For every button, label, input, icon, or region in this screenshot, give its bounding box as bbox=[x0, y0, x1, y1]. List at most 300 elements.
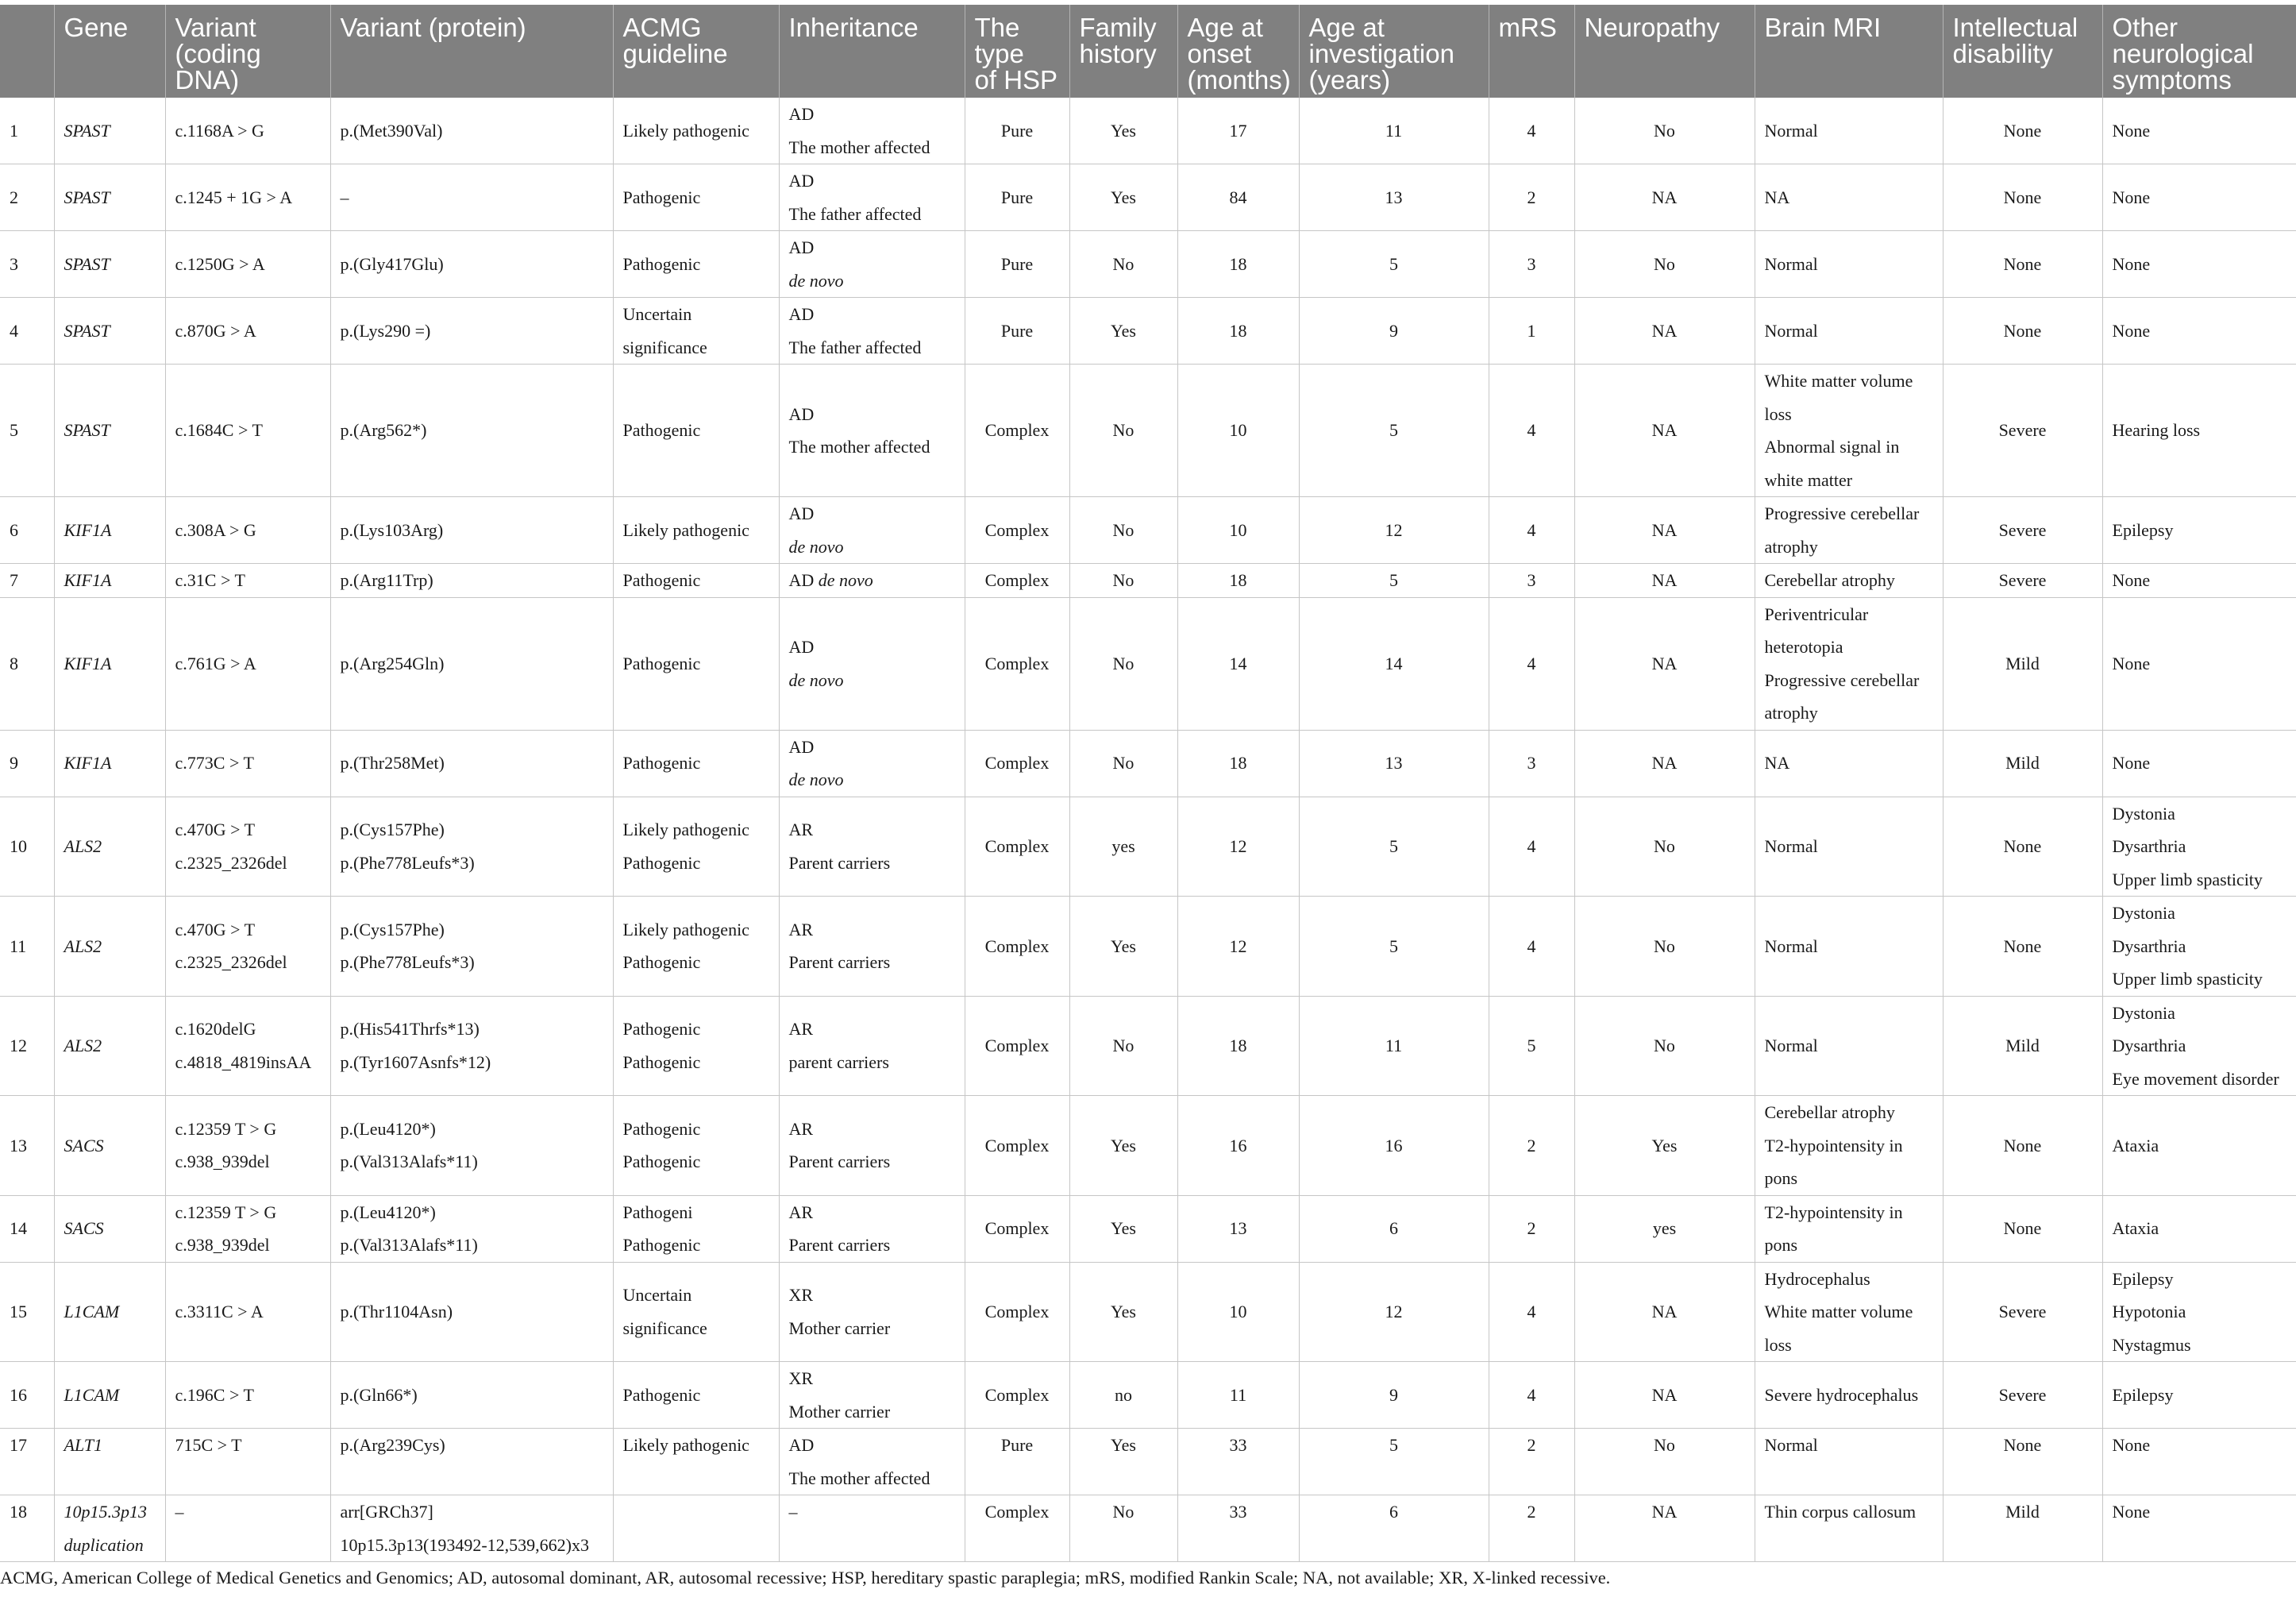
cell-cdna bbox=[165, 164, 330, 231]
cell-neuropathy: No bbox=[1574, 996, 1755, 1096]
cell-cdna bbox=[165, 298, 330, 365]
cell-line: Epilepsy bbox=[2112, 1268, 2174, 1289]
column-header-text: guideline bbox=[622, 39, 728, 68]
cell-line: SPAST bbox=[64, 120, 110, 141]
cell-line: p.(Cys157Phe) bbox=[340, 919, 445, 939]
cell-line: Epilepsy bbox=[2112, 519, 2174, 540]
cell-family: No bbox=[1069, 1495, 1177, 1562]
cell-line: Pathogenic bbox=[622, 1152, 701, 1172]
cell-line: c.938_939del bbox=[175, 1152, 270, 1172]
cell-line: p.(Arg562*) bbox=[340, 420, 427, 441]
table-row bbox=[0, 497, 2296, 564]
cell-neuropathy: NA bbox=[1574, 1262, 1755, 1362]
table-footnote: ACMG, American College of Medical Genetics and Genomics; AD, autosomal dominant, AR, autosomal recessive; HSP, hereditary spastic paraplegia; mRS, modified Rankin Scale; NA, not available; XR, X-linked recessive. bbox=[0, 1568, 1611, 1587]
cell-onset: 12 bbox=[1177, 897, 1299, 997]
cell-line: AD bbox=[788, 304, 815, 324]
cell-family: No bbox=[1069, 497, 1177, 564]
cell-mri bbox=[1755, 497, 1943, 564]
cell-line: Normal bbox=[1764, 1036, 1818, 1055]
cell-intellectual: None bbox=[1943, 98, 2102, 164]
cell-line: Likely pathogenic bbox=[622, 120, 749, 141]
cell-line: significance bbox=[622, 337, 707, 357]
cell-other bbox=[2102, 231, 2296, 298]
cell-line: Parent carriers bbox=[788, 852, 891, 873]
cell-protein bbox=[330, 231, 613, 298]
cell-protein bbox=[330, 597, 613, 730]
cell-type: Pure bbox=[965, 1429, 1069, 1495]
cell-line: de novo bbox=[788, 770, 844, 789]
cell-line: SACS bbox=[64, 1135, 104, 1155]
cell-mri bbox=[1755, 164, 1943, 231]
cell-neuropathy: No bbox=[1574, 98, 1755, 164]
cell-gene bbox=[54, 1096, 165, 1196]
cell-gene bbox=[54, 164, 165, 231]
cell-line: KIF1A bbox=[64, 519, 112, 540]
cell-line: c.3311C > A bbox=[175, 1302, 264, 1321]
cell-line: Upper limb spasticity bbox=[2112, 969, 2263, 989]
cell-type: Complex bbox=[965, 996, 1069, 1096]
cell-line: p.(Phe778Leufs*3) bbox=[340, 952, 475, 973]
cell-no: 6 bbox=[0, 497, 54, 564]
cell-line: de novo bbox=[788, 536, 844, 557]
cell-investigation: 5 bbox=[1299, 365, 1489, 497]
cell-inheritance bbox=[779, 1262, 965, 1362]
cell-intellectual: Severe bbox=[1943, 497, 2102, 564]
cell-line: SACS bbox=[64, 1218, 104, 1239]
cell-investigation: 5 bbox=[1299, 564, 1489, 598]
cell-cdna bbox=[165, 365, 330, 497]
cell-acmg bbox=[613, 1362, 779, 1429]
cell-type: Pure bbox=[965, 98, 1069, 164]
cell-other bbox=[2102, 797, 2296, 897]
cell-no: 8 bbox=[0, 597, 54, 730]
cell-line: AR bbox=[788, 1202, 814, 1222]
cell-line: p.(Lys103Arg) bbox=[340, 519, 444, 540]
cell-line: c.1168A > G bbox=[175, 120, 264, 141]
column-header-text: DNA) bbox=[175, 65, 240, 95]
cell-cdna bbox=[165, 897, 330, 997]
cell-other bbox=[2102, 1495, 2296, 1562]
cell-family: Yes bbox=[1069, 1429, 1177, 1495]
cell-line: None bbox=[2112, 120, 2151, 141]
cell-line: The mother affected bbox=[788, 1468, 930, 1488]
cell-line: Mother carrier bbox=[788, 1317, 891, 1338]
cell-cdna bbox=[165, 730, 330, 797]
cell-no: 1 bbox=[0, 98, 54, 164]
cell-investigation: 5 bbox=[1299, 897, 1489, 997]
cell-gene bbox=[54, 98, 165, 164]
cell-line: The father affected bbox=[788, 337, 922, 357]
column-header-text: Other bbox=[2112, 13, 2179, 42]
cell-acmg bbox=[613, 1195, 779, 1262]
column-header-text: neurological bbox=[2112, 39, 2254, 68]
table-body bbox=[0, 98, 2296, 1562]
cell-mri bbox=[1755, 365, 1943, 497]
cell-protein bbox=[330, 164, 613, 231]
cell-line: Dystonia bbox=[2112, 903, 2175, 923]
cell-neuropathy: NA bbox=[1574, 164, 1755, 231]
cell-line: Pathogenic bbox=[622, 653, 701, 673]
cell-line: Normal bbox=[1764, 320, 1818, 341]
cell-line: p.(Tyr1607Asnfs*12) bbox=[340, 1051, 491, 1072]
cell-line: Likely pathogenic bbox=[622, 1435, 749, 1455]
cell-gene bbox=[54, 730, 165, 797]
cell-inheritance bbox=[779, 497, 965, 564]
cell-other bbox=[2102, 1362, 2296, 1429]
cell-inheritance bbox=[779, 1362, 965, 1429]
cell-intellectual: None bbox=[1943, 231, 2102, 298]
cell-type: Complex bbox=[965, 1262, 1069, 1362]
cell-type: Complex bbox=[965, 897, 1069, 997]
cell-gene bbox=[54, 231, 165, 298]
cell-onset: 17 bbox=[1177, 98, 1299, 164]
cell-mrs: 4 bbox=[1489, 597, 1574, 730]
cell-line: c.938_939del bbox=[175, 1235, 270, 1255]
column-header-text: Intellectual bbox=[1952, 13, 2078, 42]
column-header-text: onset bbox=[1187, 39, 1252, 68]
cell-protein bbox=[330, 730, 613, 797]
cell-line: Pathogenic bbox=[622, 1384, 701, 1405]
cell-line: p.(Met390Val) bbox=[340, 120, 443, 141]
cell-line: p.(Arg239Cys) bbox=[340, 1435, 445, 1455]
cell-line: Pathogenic bbox=[622, 1235, 701, 1255]
cell-type: Complex bbox=[965, 497, 1069, 564]
cell-mrs: 2 bbox=[1489, 1096, 1574, 1196]
cell-line: L1CAM bbox=[64, 1302, 120, 1321]
cell-neuropathy: NA bbox=[1574, 1495, 1755, 1562]
cell-family: Yes bbox=[1069, 164, 1177, 231]
cell-line: Nystagmus bbox=[2112, 1334, 2191, 1355]
cell-neuropathy: No bbox=[1574, 897, 1755, 997]
cell-line: SPAST bbox=[64, 420, 110, 441]
cell-gene bbox=[54, 1195, 165, 1262]
cell-line: Pathogenic bbox=[622, 187, 701, 207]
cell-gene bbox=[54, 897, 165, 997]
cell-line: Periventricular bbox=[1764, 604, 1869, 624]
table-row bbox=[0, 231, 2296, 298]
cell-no: 14 bbox=[0, 1195, 54, 1262]
cell-line: Progressive cerebellar bbox=[1764, 503, 1920, 523]
cell-investigation: 12 bbox=[1299, 1262, 1489, 1362]
cell-line: SPAST bbox=[64, 187, 110, 207]
cell-mrs: 2 bbox=[1489, 164, 1574, 231]
cell-line: p.(Gln66*) bbox=[340, 1384, 418, 1405]
cell-onset: 10 bbox=[1177, 365, 1299, 497]
cell-other bbox=[2102, 730, 2296, 797]
cell-line: White matter volume bbox=[1764, 371, 1913, 391]
cell-line: Pathogenic bbox=[622, 1019, 701, 1040]
cell-protein bbox=[330, 1495, 613, 1562]
cell-line: c.1620delG bbox=[175, 1019, 256, 1040]
cell-type: Pure bbox=[965, 164, 1069, 231]
cell-protein bbox=[330, 897, 613, 997]
cell-onset: 11 bbox=[1177, 1362, 1299, 1429]
cell-protein bbox=[330, 797, 613, 897]
cell-cdna bbox=[165, 1195, 330, 1262]
cell-acmg bbox=[613, 164, 779, 231]
cell-line: Pathogenic bbox=[622, 753, 701, 773]
cell-no: 12 bbox=[0, 996, 54, 1096]
cell-mrs: 4 bbox=[1489, 98, 1574, 164]
cell-acmg bbox=[613, 365, 779, 497]
cell-line: Normal bbox=[1764, 1435, 1818, 1455]
cell-acmg bbox=[613, 1096, 779, 1196]
cell-no: 10 bbox=[0, 797, 54, 897]
cell-line: c.308A > G bbox=[175, 519, 256, 540]
cell-line: None bbox=[2112, 753, 2151, 773]
cell-family: yes bbox=[1069, 797, 1177, 897]
cell-no: 16 bbox=[0, 1362, 54, 1429]
cell-onset: 18 bbox=[1177, 564, 1299, 598]
table-row bbox=[0, 1262, 2296, 1362]
column-header-family bbox=[1069, 5, 1177, 98]
cell-onset: 10 bbox=[1177, 1262, 1299, 1362]
column-header-other bbox=[2102, 5, 2296, 98]
cell-line: Pathogeni bbox=[622, 1202, 693, 1222]
cell-line: atrophy bbox=[1764, 536, 1818, 557]
cell-acmg bbox=[613, 497, 779, 564]
cell-acmg bbox=[613, 564, 779, 598]
cell-line: de novo bbox=[788, 669, 844, 690]
cell-line: Hearing loss bbox=[2112, 420, 2201, 441]
cell-intellectual: Severe bbox=[1943, 564, 2102, 598]
cell-line: parent carriers bbox=[788, 1051, 889, 1072]
cell-neuropathy: No bbox=[1574, 1429, 1755, 1495]
cell-intellectual: None bbox=[1943, 1195, 2102, 1262]
cell-line: – bbox=[175, 1502, 184, 1522]
cell-line: arr[GRCh37] bbox=[340, 1502, 433, 1522]
cell-intellectual: Severe bbox=[1943, 365, 2102, 497]
cell-intellectual: None bbox=[1943, 1096, 2102, 1196]
cell-mri bbox=[1755, 730, 1943, 797]
cell-type: Complex bbox=[965, 564, 1069, 598]
cell-family: Yes bbox=[1069, 1195, 1177, 1262]
cell-neuropathy: NA bbox=[1574, 365, 1755, 497]
table-header-row bbox=[0, 5, 2296, 98]
cell-family: No bbox=[1069, 996, 1177, 1096]
cell-onset: 33 bbox=[1177, 1429, 1299, 1495]
cell-line: AR bbox=[788, 820, 814, 840]
cell-investigation: 14 bbox=[1299, 597, 1489, 730]
cell-family: No bbox=[1069, 564, 1177, 598]
cell-line: Normal bbox=[1764, 253, 1818, 274]
cell-line: Likely pathogenic bbox=[622, 519, 749, 540]
cell-gene bbox=[54, 797, 165, 897]
cell-mrs: 2 bbox=[1489, 1495, 1574, 1562]
cell-line: None bbox=[2112, 253, 2151, 274]
column-header-neuropathy bbox=[1574, 5, 1755, 98]
cell-mri bbox=[1755, 1262, 1943, 1362]
column-header-mrs bbox=[1489, 5, 1574, 98]
cell-inheritance bbox=[779, 298, 965, 365]
cell-line: p.(Phe778Leufs*3) bbox=[340, 852, 475, 873]
cell-line: ALS2 bbox=[64, 936, 102, 956]
cell-investigation: 13 bbox=[1299, 164, 1489, 231]
cell-line: atrophy bbox=[1764, 703, 1818, 723]
cell-inheritance bbox=[779, 996, 965, 1096]
cell-mri bbox=[1755, 98, 1943, 164]
cell-other bbox=[2102, 164, 2296, 231]
cell-mrs: 2 bbox=[1489, 1429, 1574, 1495]
cell-mrs: 4 bbox=[1489, 497, 1574, 564]
cell-line: Hydrocephalus bbox=[1764, 1268, 1870, 1289]
cell-line: heterotopia bbox=[1764, 637, 1843, 657]
cell-acmg bbox=[613, 1262, 779, 1362]
cell-no: 3 bbox=[0, 231, 54, 298]
cell-inheritance bbox=[779, 231, 965, 298]
cell-line: 715C > T bbox=[175, 1435, 242, 1455]
cell-onset: 13 bbox=[1177, 1195, 1299, 1262]
cell-line: Normal bbox=[1764, 936, 1818, 956]
column-header-text: history bbox=[1079, 39, 1157, 68]
cell-inheritance bbox=[779, 1096, 965, 1196]
cell-family: Yes bbox=[1069, 98, 1177, 164]
cell-investigation: 13 bbox=[1299, 730, 1489, 797]
cell-gene bbox=[54, 597, 165, 730]
column-header-text: type bbox=[974, 39, 1024, 68]
cell-line: Cerebellar atrophy bbox=[1764, 570, 1895, 590]
cell-family: No bbox=[1069, 597, 1177, 730]
cell-intellectual: Mild bbox=[1943, 730, 2102, 797]
cell-intellectual: None bbox=[1943, 164, 2102, 231]
cell-other bbox=[2102, 1096, 2296, 1196]
cell-line: ALT1 bbox=[64, 1435, 102, 1455]
cell-line: Mother carrier bbox=[788, 1401, 891, 1422]
cell-inheritance bbox=[779, 164, 965, 231]
table-row bbox=[0, 730, 2296, 797]
column-header-variant_cdna bbox=[165, 5, 330, 98]
column-header-text: Age at bbox=[1187, 13, 1263, 42]
cell-no: 2 bbox=[0, 164, 54, 231]
cell-other bbox=[2102, 98, 2296, 164]
table-row bbox=[0, 365, 2296, 497]
cell-line: ALS2 bbox=[64, 1036, 102, 1055]
cell-acmg bbox=[613, 1429, 779, 1495]
cell-mrs: 3 bbox=[1489, 730, 1574, 797]
cell-inheritance bbox=[779, 797, 965, 897]
cell-line: p.(Thr258Met) bbox=[340, 753, 445, 773]
cell-line: loss bbox=[1764, 403, 1792, 424]
cell-family: Yes bbox=[1069, 1262, 1177, 1362]
cell-protein bbox=[330, 1362, 613, 1429]
cell-line: AD bbox=[788, 104, 815, 124]
cell-line: p.(Gly417Glu) bbox=[340, 253, 444, 274]
cell-line: None bbox=[2112, 653, 2151, 673]
cell-cdna bbox=[165, 797, 330, 897]
column-header-text: Neuropathy bbox=[1584, 13, 1720, 42]
cell-line: Uncertain bbox=[622, 304, 692, 324]
cell-mri bbox=[1755, 597, 1943, 730]
cell-protein bbox=[330, 564, 613, 598]
cell-intellectual: Severe bbox=[1943, 1362, 2102, 1429]
cell-mri bbox=[1755, 897, 1943, 997]
table-row bbox=[0, 164, 2296, 231]
cell-line: KIF1A bbox=[64, 753, 112, 773]
cell-other bbox=[2102, 897, 2296, 997]
cell-line: c.1684C > T bbox=[175, 420, 263, 441]
cell-neuropathy: NA bbox=[1574, 497, 1755, 564]
cell-line: p.(His541Thrfs*13) bbox=[340, 1019, 480, 1040]
table-row bbox=[0, 1429, 2296, 1495]
cell-line: AD bbox=[788, 403, 815, 424]
cell-mri bbox=[1755, 1429, 1943, 1495]
cell-line: ALS2 bbox=[64, 836, 102, 856]
cell-cdna bbox=[165, 497, 330, 564]
cell-line: AD bbox=[788, 637, 815, 657]
cell-line: white matter bbox=[1764, 469, 1853, 490]
cell-line: Ataxia bbox=[2112, 1135, 2159, 1155]
column-header-text: ACMG bbox=[622, 13, 702, 42]
cell-line: Pathogenic bbox=[622, 253, 701, 274]
cell-cdna bbox=[165, 564, 330, 598]
cell-line: None bbox=[2112, 1502, 2151, 1522]
column-header-investigation bbox=[1299, 5, 1489, 98]
cell-intellectual: None bbox=[1943, 298, 2102, 365]
cell-neuropathy: NA bbox=[1574, 730, 1755, 797]
cell-acmg bbox=[613, 298, 779, 365]
cell-line: Likely pathogenic bbox=[622, 820, 749, 840]
cell-no: 4 bbox=[0, 298, 54, 365]
cell-cdna bbox=[165, 98, 330, 164]
cell-intellectual: Mild bbox=[1943, 597, 2102, 730]
cell-line: Likely pathogenic bbox=[622, 919, 749, 939]
cell-mrs: 5 bbox=[1489, 996, 1574, 1096]
cell-line: pons bbox=[1764, 1168, 1798, 1188]
cell-inheritance bbox=[779, 1495, 965, 1562]
cell-line: None bbox=[2112, 187, 2151, 207]
cell-family: No bbox=[1069, 231, 1177, 298]
cell-line: c.1245 + 1G > A bbox=[175, 187, 293, 207]
cell-other bbox=[2102, 597, 2296, 730]
cell-gene bbox=[54, 1362, 165, 1429]
cell-line: L1CAM bbox=[64, 1384, 120, 1405]
cell-line: AD bbox=[788, 1435, 815, 1455]
cell-line: – bbox=[788, 1502, 798, 1522]
cell-line: The mother affected bbox=[788, 437, 930, 457]
cell-mri bbox=[1755, 797, 1943, 897]
cell-line: c.470G > T bbox=[175, 919, 256, 939]
cell-no: 18 bbox=[0, 1495, 54, 1562]
cell-investigation: 6 bbox=[1299, 1195, 1489, 1262]
cell-line: p.(Lys290 =) bbox=[340, 320, 431, 341]
cell-mri bbox=[1755, 1096, 1943, 1196]
cell-inheritance bbox=[779, 365, 965, 497]
cell-line: Pathogenic bbox=[622, 852, 701, 873]
cell-mrs: 4 bbox=[1489, 1362, 1574, 1429]
cell-neuropathy: No bbox=[1574, 231, 1755, 298]
cell-neuropathy: yes bbox=[1574, 1195, 1755, 1262]
cell-line: Cerebellar atrophy bbox=[1764, 1102, 1895, 1122]
cell-line: Progressive cerebellar bbox=[1764, 669, 1920, 690]
cell-line: Hypotonia bbox=[2112, 1302, 2186, 1321]
cell-gene bbox=[54, 564, 165, 598]
cell-cdna bbox=[165, 1096, 330, 1196]
cell-onset: 16 bbox=[1177, 1096, 1299, 1196]
cell-type: Complex bbox=[965, 1495, 1069, 1562]
column-header-text: Family bbox=[1079, 13, 1157, 42]
cell-line: p.(Thr1104Asn) bbox=[340, 1302, 453, 1321]
cell-mri bbox=[1755, 231, 1943, 298]
cell-type: Complex bbox=[965, 1362, 1069, 1429]
cell-investigation: 11 bbox=[1299, 98, 1489, 164]
cell-intellectual: None bbox=[1943, 1429, 2102, 1495]
cell-family: Yes bbox=[1069, 298, 1177, 365]
cell-protein bbox=[330, 1262, 613, 1362]
cell-line: Pathogenic bbox=[622, 1051, 701, 1072]
cell-line: Pathogenic bbox=[622, 952, 701, 973]
cell-line: Severe hydrocephalus bbox=[1764, 1384, 1919, 1405]
cell-line: None bbox=[2112, 1435, 2151, 1455]
